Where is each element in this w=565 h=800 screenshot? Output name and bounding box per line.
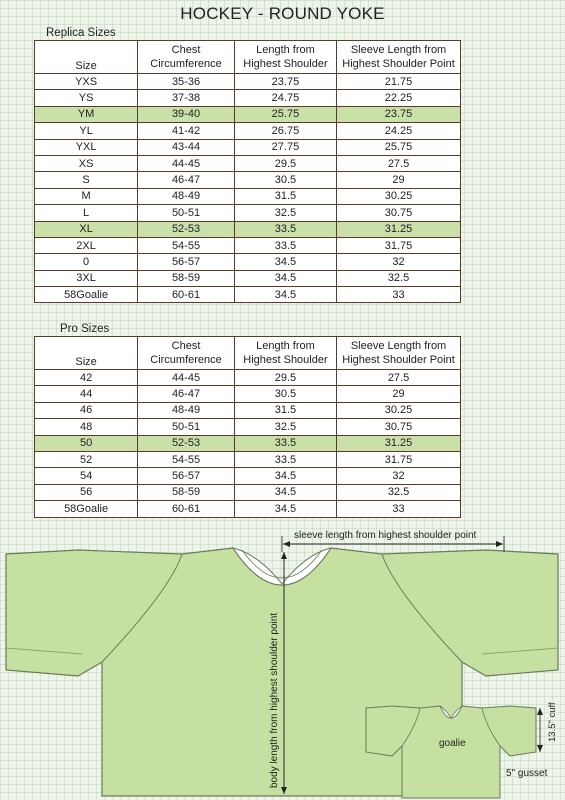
size-cell: 58Goalie xyxy=(35,501,138,517)
pro-sizes-label: Pro Sizes xyxy=(60,323,110,335)
header-length-line2: Highest Shoulder xyxy=(243,354,328,366)
sleeve-cell: 31.75 xyxy=(337,451,461,467)
table-row xyxy=(35,386,461,402)
table-row xyxy=(35,484,461,500)
size-cell: 42 xyxy=(35,370,138,386)
header-chest-line1: Chest xyxy=(171,44,201,56)
header-size xyxy=(35,41,138,74)
size-cell: YXL xyxy=(35,139,138,155)
cuff-dimension xyxy=(540,702,558,752)
sleeve-cell: 30.25 xyxy=(337,402,461,418)
header-chest-line2: Circumference xyxy=(150,58,222,70)
size-cell: XL xyxy=(35,221,138,237)
length-cell: 34.5 xyxy=(234,254,336,270)
header-sleeve-line1: Sleeve Length from xyxy=(350,44,447,56)
size-cell: YXS xyxy=(35,74,138,90)
table-row xyxy=(35,287,461,303)
chest-cell: 39-40 xyxy=(138,106,235,122)
chest-cell: 54-55 xyxy=(138,237,235,253)
sleeve-cell: 32.5 xyxy=(337,270,461,286)
header-length-line1: Length from xyxy=(256,44,315,56)
length-cell: 33.5 xyxy=(234,435,336,451)
sleeve-length-label: sleeve length from highest shoulder point xyxy=(294,530,477,541)
body-length-label: body length from highest shoulder point xyxy=(269,612,280,788)
table-row xyxy=(35,501,461,517)
cuff-label: 13.5" cuff xyxy=(547,702,558,742)
length-cell: 29.5 xyxy=(234,370,336,386)
length-cell: 31.5 xyxy=(234,402,336,418)
header-sleeve-line1: Sleeve Length from xyxy=(350,340,447,352)
table-row xyxy=(35,90,461,106)
size-cell: 44 xyxy=(35,386,138,402)
table-row xyxy=(35,402,461,418)
replica-table-body xyxy=(35,74,461,303)
table-row xyxy=(35,221,461,237)
chest-cell: 44-45 xyxy=(138,370,235,386)
chest-cell: 52-53 xyxy=(138,435,235,451)
length-cell: 34.5 xyxy=(234,501,336,517)
size-cell: 2XL xyxy=(35,237,138,253)
table-row xyxy=(35,155,461,171)
chest-cell: 54-55 xyxy=(138,451,235,467)
chest-cell: 35-36 xyxy=(138,74,235,90)
table-row xyxy=(35,123,461,139)
length-cell: 24.75 xyxy=(234,90,336,106)
header-size xyxy=(35,337,138,370)
size-cell: S xyxy=(35,172,138,188)
header-size-label: Size xyxy=(75,356,97,368)
length-cell: 26.75 xyxy=(234,123,336,139)
header-chest xyxy=(138,337,235,370)
gusset-label: 5" gusset xyxy=(506,768,548,779)
length-cell: 29.5 xyxy=(234,155,336,171)
size-cell: 0 xyxy=(35,254,138,270)
length-cell: 23.75 xyxy=(234,74,336,90)
header-size-label: Size xyxy=(75,60,97,72)
replica-sizes-label: Replica Sizes xyxy=(46,27,116,39)
header-sleeve-line2: Highest Shoulder Point xyxy=(342,58,455,70)
table-row xyxy=(35,172,461,188)
table-header-row xyxy=(35,41,461,74)
sleeve-cell: 30.25 xyxy=(337,188,461,204)
table-row xyxy=(35,451,461,467)
chest-cell: 56-57 xyxy=(138,254,235,270)
table-row xyxy=(35,468,461,484)
table-row xyxy=(35,106,461,122)
table-row xyxy=(35,188,461,204)
length-cell: 34.5 xyxy=(234,287,336,303)
chest-cell: 46-47 xyxy=(138,386,235,402)
header-chest-line2: Circumference xyxy=(150,354,222,366)
size-cell: YM xyxy=(35,106,138,122)
length-cell: 31.5 xyxy=(234,188,336,204)
table-row xyxy=(35,139,461,155)
size-cell: 56 xyxy=(35,484,138,500)
chest-cell: 46-47 xyxy=(138,172,235,188)
chest-cell: 58-59 xyxy=(138,270,235,286)
header-length-line1: Length from xyxy=(256,340,315,352)
size-cell: YL xyxy=(35,123,138,139)
sleeve-cell: 32.5 xyxy=(337,484,461,500)
header-length xyxy=(234,41,336,74)
pro-table-body xyxy=(35,370,461,518)
length-cell: 34.5 xyxy=(234,468,336,484)
size-cell: 50 xyxy=(35,435,138,451)
length-cell: 30.5 xyxy=(234,172,336,188)
sleeve-cell: 29 xyxy=(337,172,461,188)
sleeve-cell: 33 xyxy=(337,501,461,517)
sleeve-cell: 22.25 xyxy=(337,90,461,106)
table-header-row xyxy=(35,337,461,370)
size-cell: 58Goalie xyxy=(35,287,138,303)
sleeve-length-dimension xyxy=(282,530,504,552)
table-row xyxy=(35,254,461,270)
chest-cell: 43-44 xyxy=(138,139,235,155)
header-length xyxy=(234,337,336,370)
goalie-label: goalie xyxy=(439,738,466,749)
length-cell: 33.5 xyxy=(234,237,336,253)
chest-cell: 48-49 xyxy=(138,188,235,204)
chest-cell: 37-38 xyxy=(138,90,235,106)
header-chest-line1: Chest xyxy=(171,340,201,352)
sleeve-cell: 23.75 xyxy=(337,106,461,122)
sleeve-cell: 25.75 xyxy=(337,139,461,155)
page-title: HOCKEY - ROUND YOKE xyxy=(180,4,385,23)
sleeve-cell: 32 xyxy=(337,254,461,270)
table-row xyxy=(35,370,461,386)
sleeve-cell: 31.25 xyxy=(337,435,461,451)
length-cell: 30.5 xyxy=(234,386,336,402)
sleeve-cell: 31.75 xyxy=(337,237,461,253)
table-row xyxy=(35,205,461,221)
sleeve-cell: 30.75 xyxy=(337,419,461,435)
table-row xyxy=(35,74,461,90)
size-cell: 3XL xyxy=(35,270,138,286)
size-cell: YS xyxy=(35,90,138,106)
table-row xyxy=(35,435,461,451)
length-cell: 33.5 xyxy=(234,451,336,467)
sleeve-cell: 32 xyxy=(337,468,461,484)
size-cell: L xyxy=(35,205,138,221)
sleeve-cell: 29 xyxy=(337,386,461,402)
size-cell: 54 xyxy=(35,468,138,484)
length-cell: 32.5 xyxy=(234,205,336,221)
chest-cell: 58-59 xyxy=(138,484,235,500)
sleeve-cell: 24.25 xyxy=(337,123,461,139)
table-row xyxy=(35,270,461,286)
chest-cell: 50-51 xyxy=(138,419,235,435)
length-cell: 33.5 xyxy=(234,221,336,237)
chest-cell: 41-42 xyxy=(138,123,235,139)
length-cell: 32.5 xyxy=(234,419,336,435)
pro-size-table xyxy=(34,336,461,518)
sleeve-cell: 21.75 xyxy=(337,74,461,90)
chest-cell: 52-53 xyxy=(138,221,235,237)
size-cell: 46 xyxy=(35,402,138,418)
jersey-diagram xyxy=(0,530,565,800)
header-length-line2: Highest Shoulder xyxy=(243,58,328,70)
chest-cell: 60-61 xyxy=(138,501,235,517)
sleeve-cell: 33 xyxy=(337,287,461,303)
sleeve-cell: 27.5 xyxy=(337,155,461,171)
size-cell: XS xyxy=(35,155,138,171)
header-chest xyxy=(138,41,235,74)
length-cell: 25.75 xyxy=(234,106,336,122)
replica-size-table xyxy=(34,40,461,303)
chest-cell: 44-45 xyxy=(138,155,235,171)
size-cell: 52 xyxy=(35,451,138,467)
header-sleeve xyxy=(337,337,461,370)
chest-cell: 60-61 xyxy=(138,287,235,303)
chest-cell: 48-49 xyxy=(138,402,235,418)
size-cell: 48 xyxy=(35,419,138,435)
sleeve-cell: 30.75 xyxy=(337,205,461,221)
length-cell: 34.5 xyxy=(234,484,336,500)
header-sleeve xyxy=(337,41,461,74)
chest-cell: 50-51 xyxy=(138,205,235,221)
sleeve-cell: 27.5 xyxy=(337,370,461,386)
size-cell: M xyxy=(35,188,138,204)
length-cell: 27.75 xyxy=(234,139,336,155)
sleeve-cell: 31.25 xyxy=(337,221,461,237)
table-row xyxy=(35,237,461,253)
table-row xyxy=(35,419,461,435)
header-sleeve-line2: Highest Shoulder Point xyxy=(342,354,455,366)
chest-cell: 56-57 xyxy=(138,468,235,484)
length-cell: 34.5 xyxy=(234,270,336,286)
